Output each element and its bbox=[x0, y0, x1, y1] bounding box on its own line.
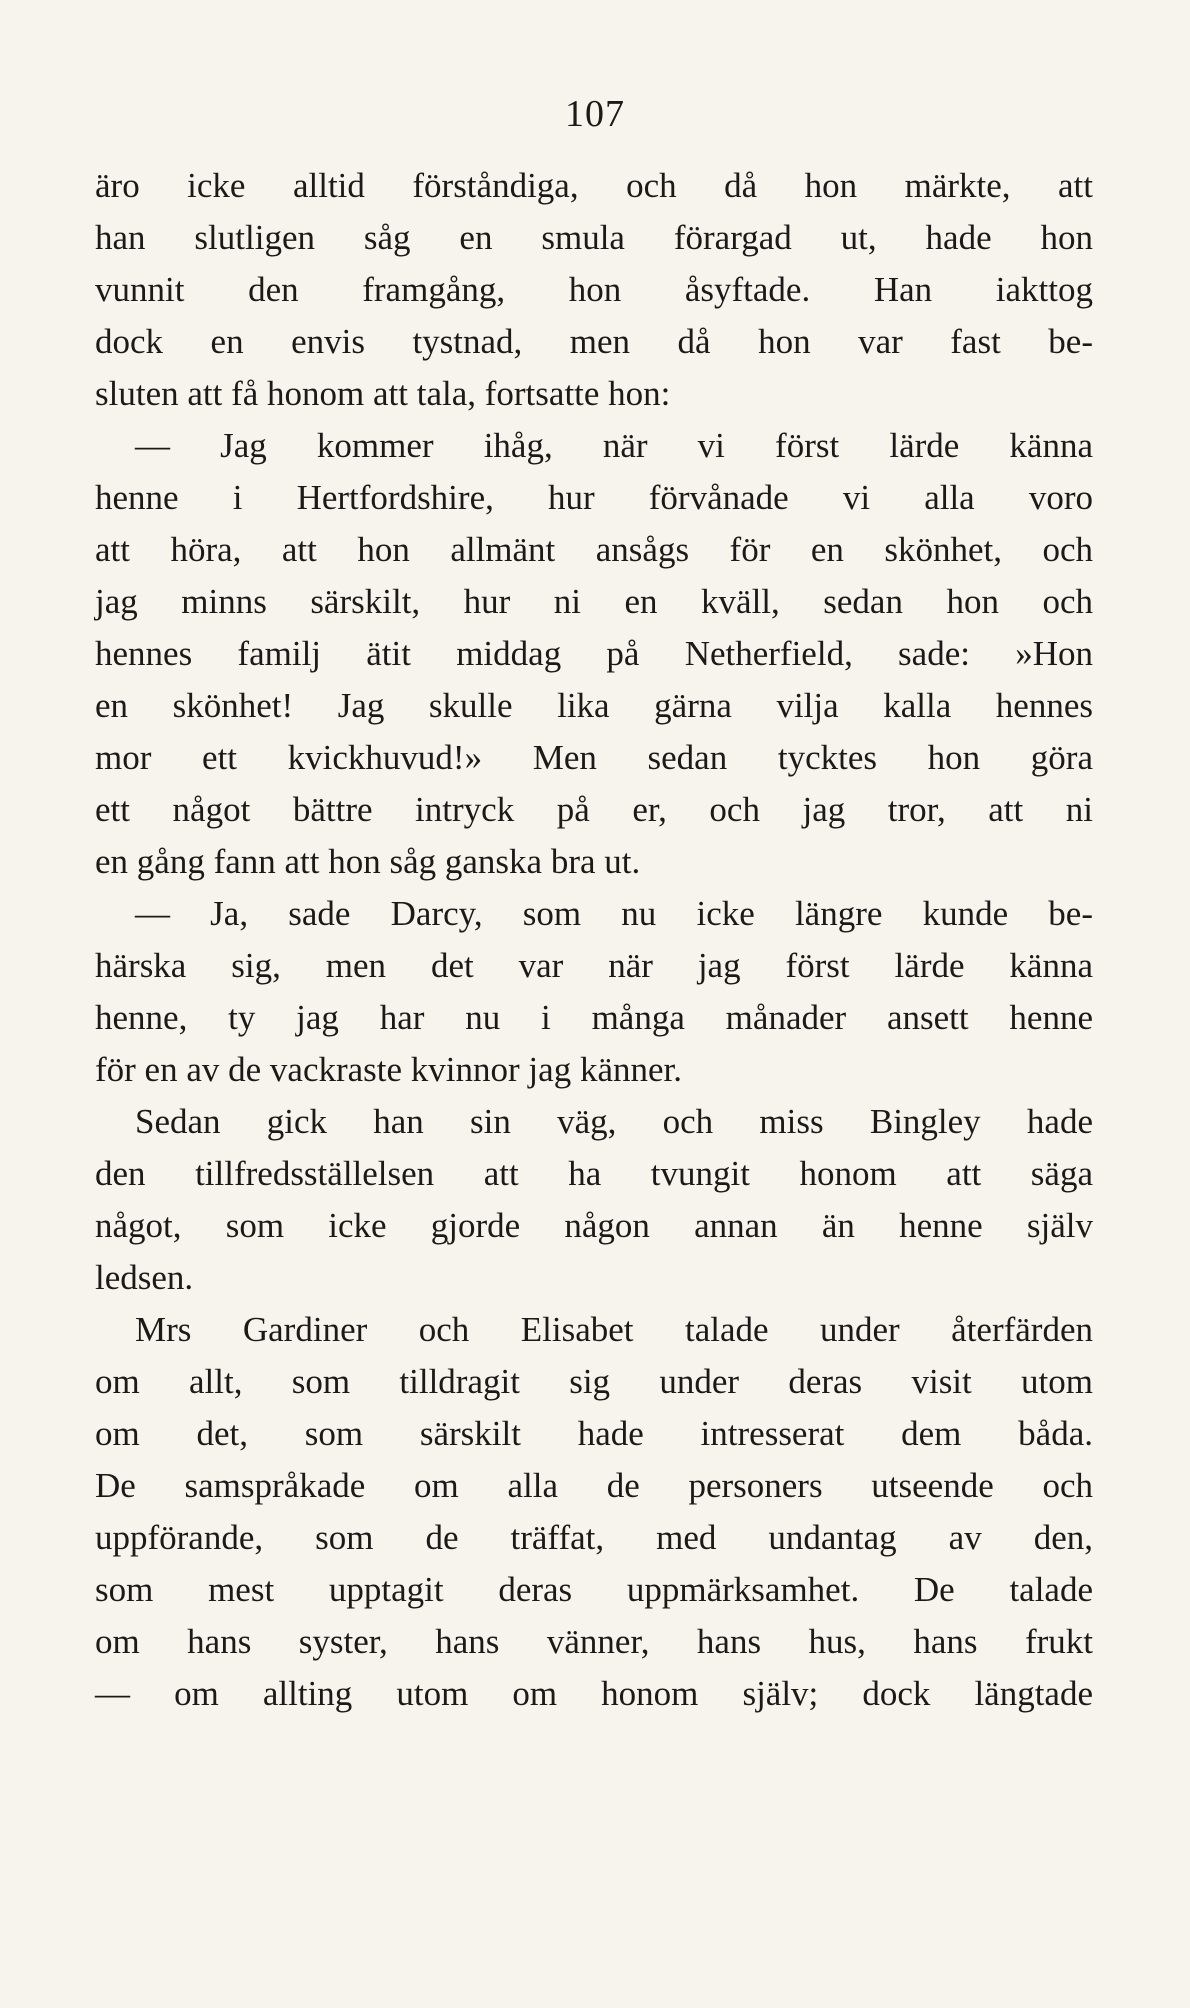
text-line: han slutligen såg en smula förargad ut, hade hon bbox=[95, 218, 1093, 257]
text-line: ledsen. bbox=[95, 1258, 194, 1297]
text-line: — Ja, sade Darcy, som nu icke längre kunde be- bbox=[135, 894, 1093, 933]
paragraph-5 bbox=[95, 1304, 1093, 1720]
text-line: som mest upptagit deras uppmärksamhet. De talade bbox=[95, 1570, 1093, 1609]
text-line: vunnit den framgång, hon åsyftade. Han iakttog bbox=[95, 270, 1093, 309]
text-line: henne, ty jag har nu i många månader ansett henne bbox=[95, 998, 1093, 1037]
text-line: henne i Hertfordshire, hur förvånade vi alla voro bbox=[95, 478, 1093, 517]
text-line: De samspråkade om alla de personers utseende och bbox=[95, 1466, 1093, 1505]
text-line: Sedan gick han sin väg, och miss Bingley hade bbox=[135, 1102, 1093, 1141]
text-line: uppförande, som de träffat, med undantag av den, bbox=[95, 1518, 1093, 1557]
text-line: Mrs Gardiner och Elisabet talade under återfärden bbox=[135, 1310, 1093, 1349]
page-number: 107 bbox=[565, 93, 625, 135]
text-line: den tillfredsställelsen att ha tvungit honom att säga bbox=[95, 1154, 1093, 1193]
text-line: något, som icke gjorde någon annan än henne själv bbox=[95, 1206, 1093, 1245]
paragraph-3 bbox=[95, 888, 1093, 1096]
text-line: om det, som särskilt hade intresserat dem båda. bbox=[95, 1414, 1093, 1453]
text-line: hennes familj ätit middag på Netherfield, sade: »Hon bbox=[95, 634, 1093, 673]
text-line: en gång fann att hon såg ganska bra ut. bbox=[95, 842, 641, 881]
paragraph-2 bbox=[95, 420, 1093, 888]
text-line: för en av de vackraste kvinnor jag känner. bbox=[95, 1050, 682, 1089]
body-text bbox=[95, 160, 1093, 1720]
text-line: att höra, att hon allmänt ansågs för en skönhet, och bbox=[95, 530, 1093, 569]
paragraph-1 bbox=[95, 160, 1093, 420]
text-line: sluten att få honom att tala, fortsatte hon: bbox=[95, 374, 671, 413]
text-line: dock en envis tystnad, men då hon var fast be- bbox=[95, 322, 1093, 361]
text-line: om allt, som tilldragit sig under deras visit utom bbox=[95, 1362, 1093, 1401]
text-line: en skönhet! Jag skulle lika gärna vilja kalla hennes bbox=[95, 686, 1093, 725]
text-line: jag minns särskilt, hur ni en kväll, sedan hon och bbox=[95, 582, 1093, 621]
text-line: äro icke alltid förståndiga, och då hon märkte, att bbox=[95, 166, 1093, 205]
text-line: — om allting utom om honom själv; dock längtade bbox=[95, 1674, 1093, 1713]
text-line: — Jag kommer ihåg, när vi först lärde känna bbox=[135, 426, 1093, 465]
text-line: om hans syster, hans vänner, hans hus, hans frukt bbox=[95, 1622, 1093, 1661]
paragraph-4 bbox=[95, 1096, 1093, 1304]
text-line: mor ett kvickhuvud!» Men sedan tycktes hon göra bbox=[95, 738, 1093, 777]
text-line: ett något bättre intryck på er, och jag tror, att ni bbox=[95, 790, 1093, 829]
text-line: härska sig, men det var när jag först lärde känna bbox=[95, 946, 1093, 985]
